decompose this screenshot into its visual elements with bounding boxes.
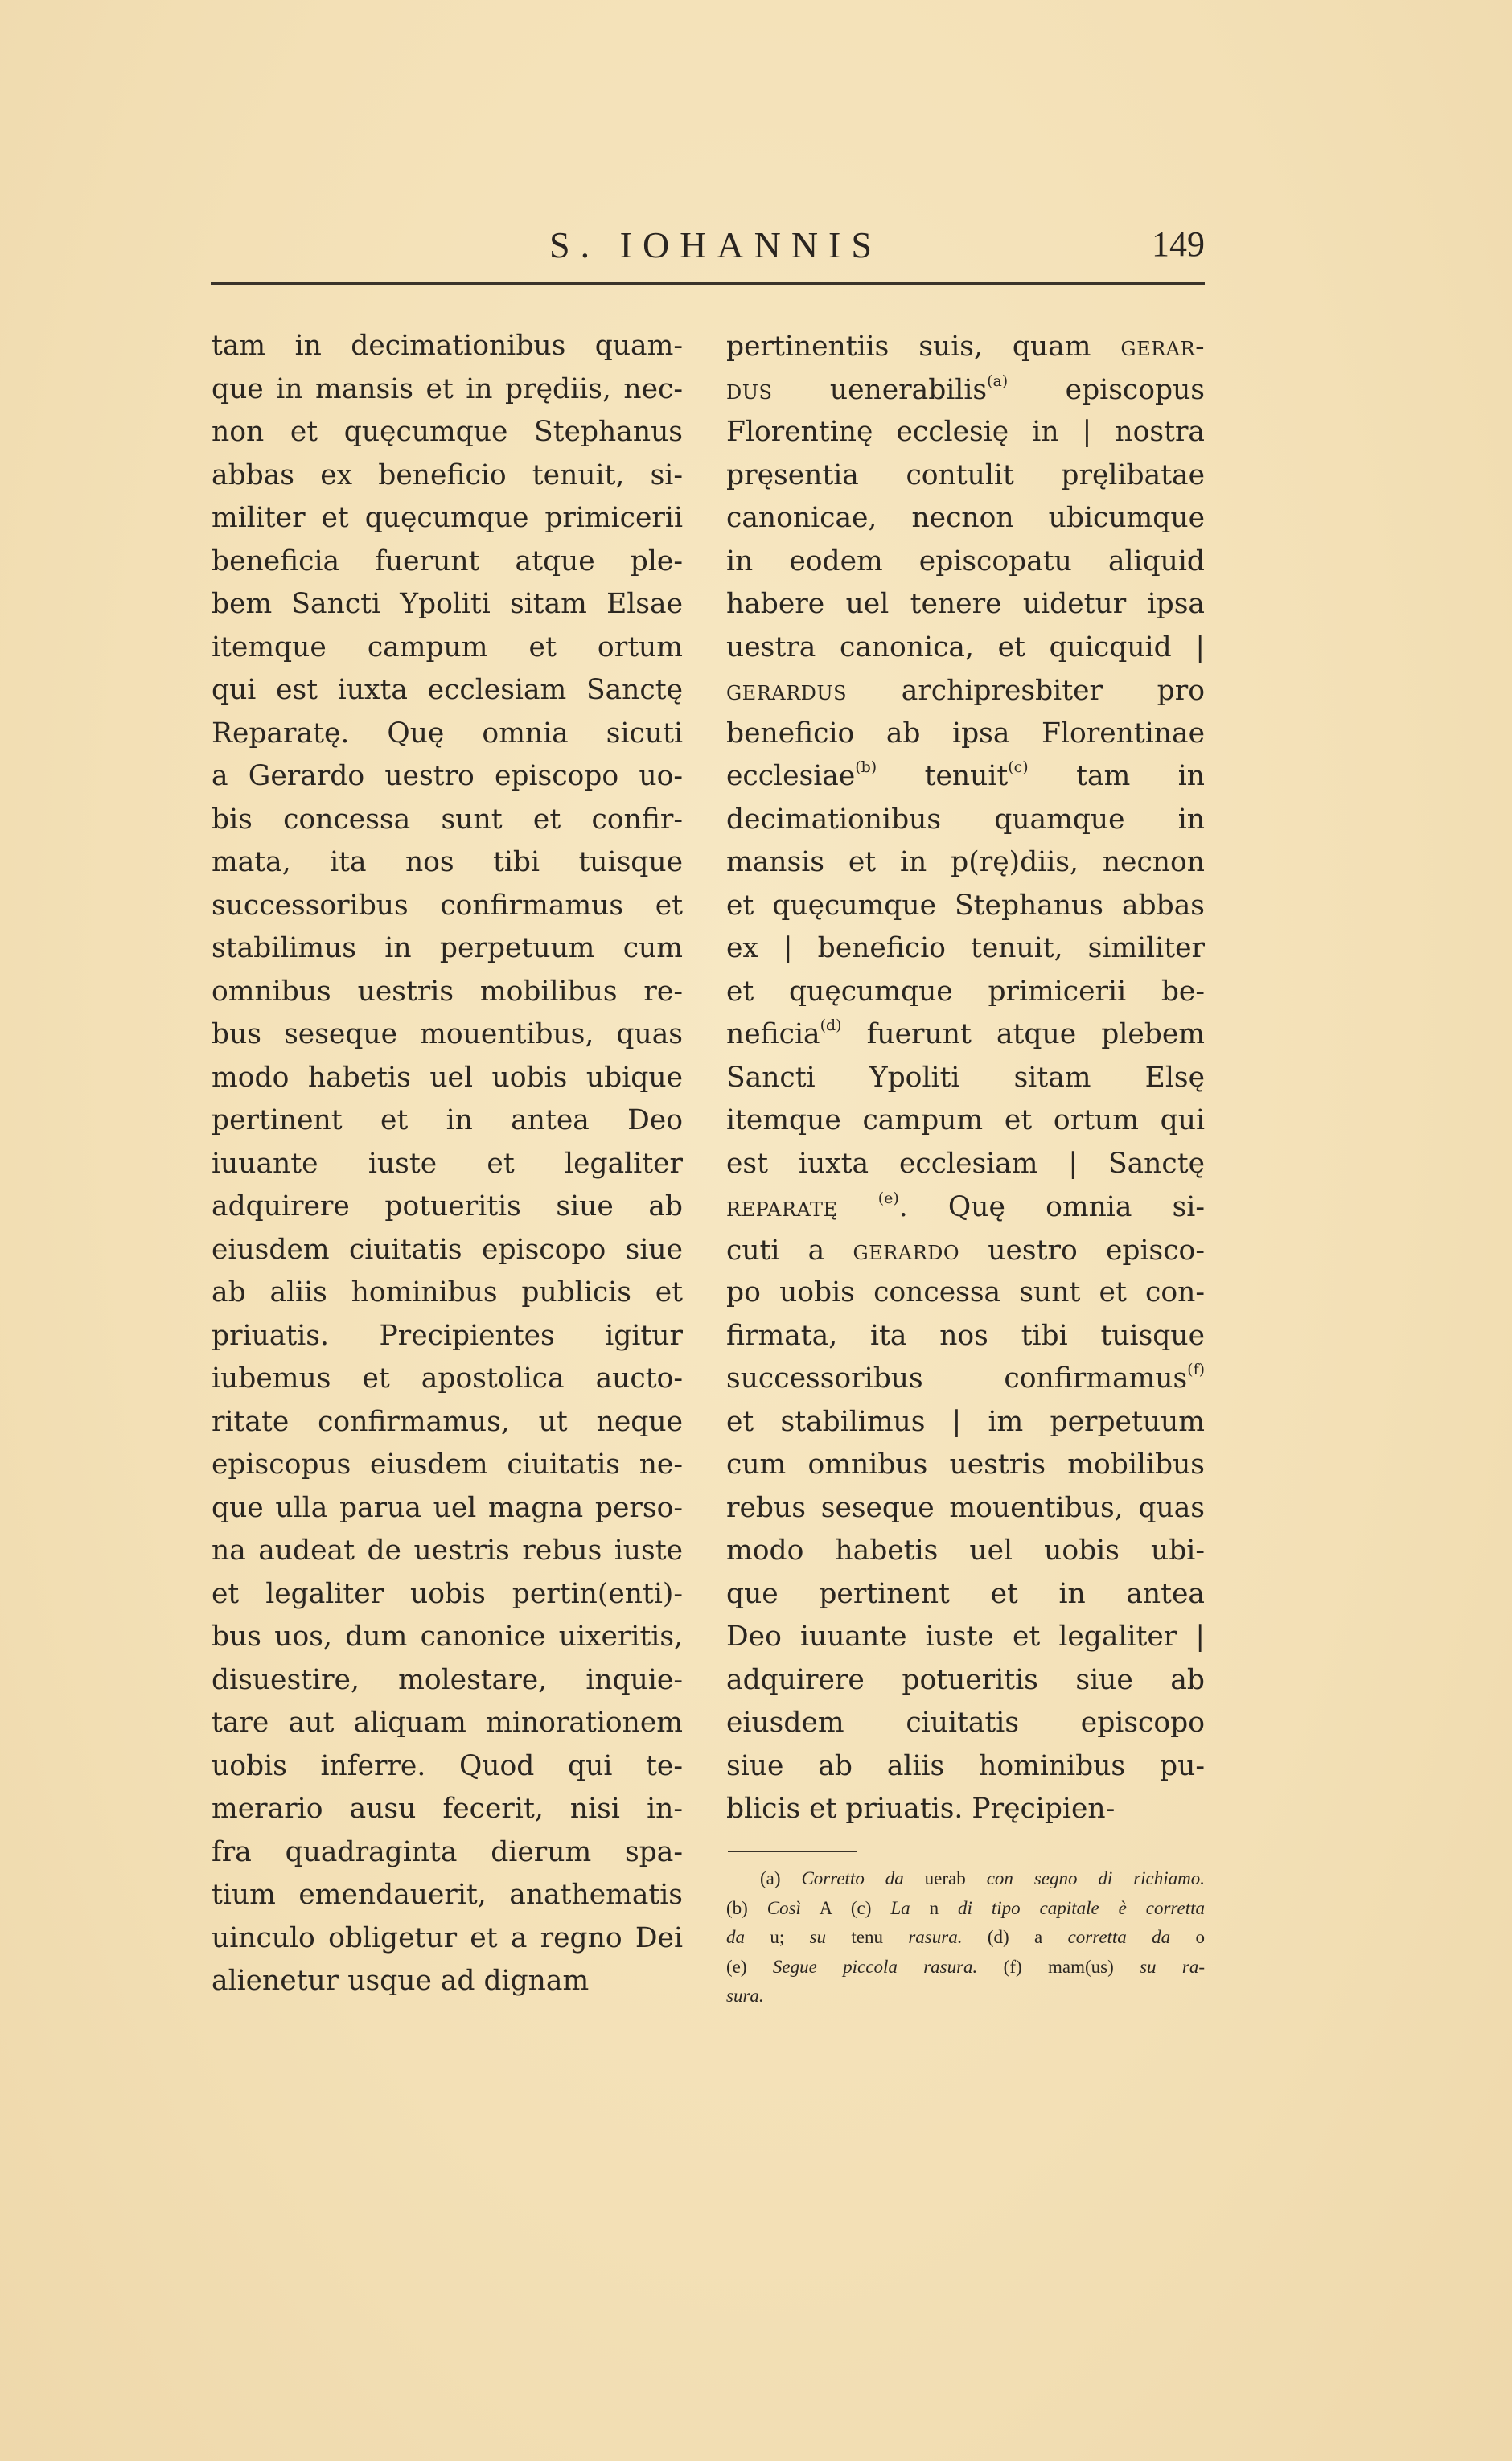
footnote-marker: (d) <box>820 1016 842 1034</box>
text-line: iubemus et apostolica aucto- <box>212 1362 683 1395</box>
text-line: que pertinent et in antea <box>726 1577 1205 1610</box>
text-line: pertinent et in antea Deo <box>212 1104 683 1136</box>
text-line: alienetur usque ad dignam <box>212 1965 590 1997</box>
text-line: uinculo obligetur et a regno Dei <box>212 1921 683 1954</box>
text-line: firmata, ita nos tibi tuisque <box>726 1319 1205 1352</box>
small-caps-name: gerar- <box>1120 331 1205 362</box>
text-line: fra quadraginta dierum spa- <box>212 1835 683 1868</box>
text-line: mansis et in p(rę)diis, necnon <box>726 846 1205 878</box>
footnote-marker: (b) <box>855 758 877 776</box>
text-line: non et quęcumque Stephanus <box>212 416 683 448</box>
text-line: eiusdem ciuitatis episcopo <box>726 1707 1205 1739</box>
text-line: decimationibus quamque in <box>726 803 1205 836</box>
text-line: gerardus archipresbiter pro <box>726 675 1205 707</box>
text-line: abbas ex beneficio tenuit, si- <box>212 458 683 491</box>
text-line: adquirere potueritis siue ab <box>212 1190 683 1222</box>
text-line: disuestire, molestare, inquie- <box>212 1663 683 1696</box>
text-line: iuuante iuste et legaliter <box>212 1147 683 1180</box>
text-line: et quęcumque Stephanus abbas <box>726 889 1205 922</box>
footnotes <box>726 1864 1205 2011</box>
text-line: na audeat de uestris rebus iuste <box>212 1535 683 1567</box>
text-line: a Gerardo uestro episcopo uo- <box>212 760 683 792</box>
text-line: mata, ita nos tibi tuisque <box>212 846 683 878</box>
text-line: Florentinę ecclesię in | nostra <box>726 416 1205 448</box>
footnote-line: (a) Corretto da uerab con segno di richiamo. <box>760 1868 1206 1888</box>
text-line: uobis inferre. Quod qui te- <box>212 1749 683 1782</box>
footnote-line: (e) Segue piccola rasura. (f) mam(us) su ra- <box>726 1956 1206 1977</box>
text-line: reparatę $^{(e)}$. Quę omnia si- <box>726 1189 1206 1223</box>
text-line: bem Sancti Ypoliti sitam Elsae <box>212 588 683 620</box>
text-line: blicis et priuatis. Pręcipien- <box>726 1793 1116 1825</box>
text-line: dus uenerabilis$^{(a)}$ episcopus <box>726 372 1205 406</box>
footnote-line: da u; su tenu rasura. (d) a corretta da o <box>726 1927 1206 1947</box>
text-line: ab aliis hominibus publicis et <box>212 1276 683 1309</box>
text-line: ecclesiae$^{(b)}$ tenuit$^{(c)}$ tam in <box>726 758 1205 792</box>
text-line: Sancti Ypoliti sitam Elsę <box>726 1061 1205 1094</box>
text-line: in eodem episcopatu aliquid <box>726 544 1205 577</box>
text-line: bis concessa sunt et confir- <box>212 803 683 836</box>
text-line: merario ausu fecerit, nisi in- <box>212 1793 683 1825</box>
text-line: neficia$^{(d)}$ fuerunt atque plebem <box>726 1016 1205 1050</box>
text-line: rebus seseque mouentibus, quas <box>726 1491 1205 1524</box>
text-line: ritate confirmamus, ut neque <box>212 1405 683 1438</box>
text-line: militer et quęcumque primicerii <box>212 502 683 534</box>
page-header <box>211 224 1205 272</box>
footnote-rule <box>728 1851 857 1852</box>
running-title: S. IOHANNIS <box>549 224 882 265</box>
text-line: itemque campum et ortum qui <box>726 1104 1205 1136</box>
text-line: que ulla parua uel magna perso- <box>212 1491 683 1524</box>
text-line: Deo iuuante iuste et legaliter | <box>726 1621 1205 1653</box>
footnote-marker: (a) <box>987 372 1009 390</box>
text-line: ex | beneficio tenuit, similiter <box>726 932 1205 964</box>
footnote-marker: (c) <box>1008 758 1029 776</box>
left-text-column <box>212 325 683 2003</box>
text-line: stabilimus in perpetuum cum <box>212 932 683 964</box>
text-line: successoribus confirmamus$^{(f)}$ <box>726 1360 1205 1395</box>
footnote-marker: (f) <box>1187 1360 1205 1378</box>
page-number: 149 <box>1152 224 1205 264</box>
text-line: modo habetis uel uobis ubique <box>212 1061 683 1094</box>
text-line: po uobis concessa sunt et con- <box>726 1276 1205 1309</box>
small-caps-name: dus <box>726 373 773 405</box>
text-line: pręsentia contulit pręlibatae <box>726 458 1205 491</box>
text-line: habere uel tenere uidetur ipsa <box>726 588 1205 620</box>
text-line: qui est iuxta ecclesiam Sanctę <box>212 674 683 706</box>
text-line: cum omnibus uestris mobilibus <box>726 1448 1205 1481</box>
small-caps-name: reparatę <box>726 1191 838 1222</box>
text-line: uestra canonica, et quicquid | <box>726 631 1205 664</box>
text-line: priuatis. Precipientes igitur <box>212 1319 683 1352</box>
text-line: omnibus uestris mobilibus re- <box>212 975 683 1008</box>
text-line: tium emendauerit, anathematis <box>212 1879 683 1911</box>
text-line: bus seseque mouentibus, quas <box>212 1018 683 1050</box>
text-line: siue ab aliis hominibus pu- <box>726 1749 1205 1782</box>
text-line: et stabilimus | im perpetuum <box>726 1405 1205 1438</box>
text-line: itemque campum et ortum <box>212 631 683 664</box>
header-rule <box>211 282 1205 285</box>
text-line: et quęcumque primicerii be- <box>726 975 1205 1008</box>
text-line: bus uos, dum canonice uixeritis, <box>212 1621 683 1653</box>
text-line: adquirere potueritis siue ab <box>726 1663 1205 1696</box>
text-line: tare aut aliquam minorationem <box>212 1707 683 1739</box>
text-line: Reparatę. Quę omnia sicuti <box>212 717 683 750</box>
text-line: beneficio ab ipsa Florentinae <box>726 717 1205 750</box>
text-line: modo habetis uel uobis ubi- <box>726 1535 1205 1567</box>
text-line: pertinentiis suis, quam gerar- <box>726 331 1205 363</box>
footnote-line: sura. <box>726 1986 764 2006</box>
text-line: est iuxta ecclesiam | Sanctę <box>726 1147 1205 1180</box>
text-line: episcopus eiusdem ciuitatis ne- <box>212 1448 683 1481</box>
text-line: et legaliter uobis pertin(enti)- <box>212 1577 683 1610</box>
text-line: eiusdem ciuitatis episcopo siue <box>212 1233 683 1266</box>
footnote-marker: (e) <box>877 1189 899 1207</box>
text-line: successoribus confirmamus et <box>212 889 683 922</box>
small-caps-name: gerardo <box>853 1234 960 1266</box>
text-line: beneficia fuerunt atque ple- <box>212 544 683 577</box>
text-line: que in mansis et in prędiis, nec- <box>212 372 683 405</box>
text-line: cuti a gerardo uestro episco- <box>726 1234 1205 1267</box>
text-line: canonicae, necnon ubicumque <box>726 502 1205 534</box>
small-caps-name: gerardus <box>726 675 848 706</box>
footnote-line: (b) Così A (c) La n di tipo capitale è corretta <box>726 1897 1206 1918</box>
right-text-column <box>726 325 1205 1831</box>
text-line: tam in decimationibus quam- <box>212 330 683 362</box>
